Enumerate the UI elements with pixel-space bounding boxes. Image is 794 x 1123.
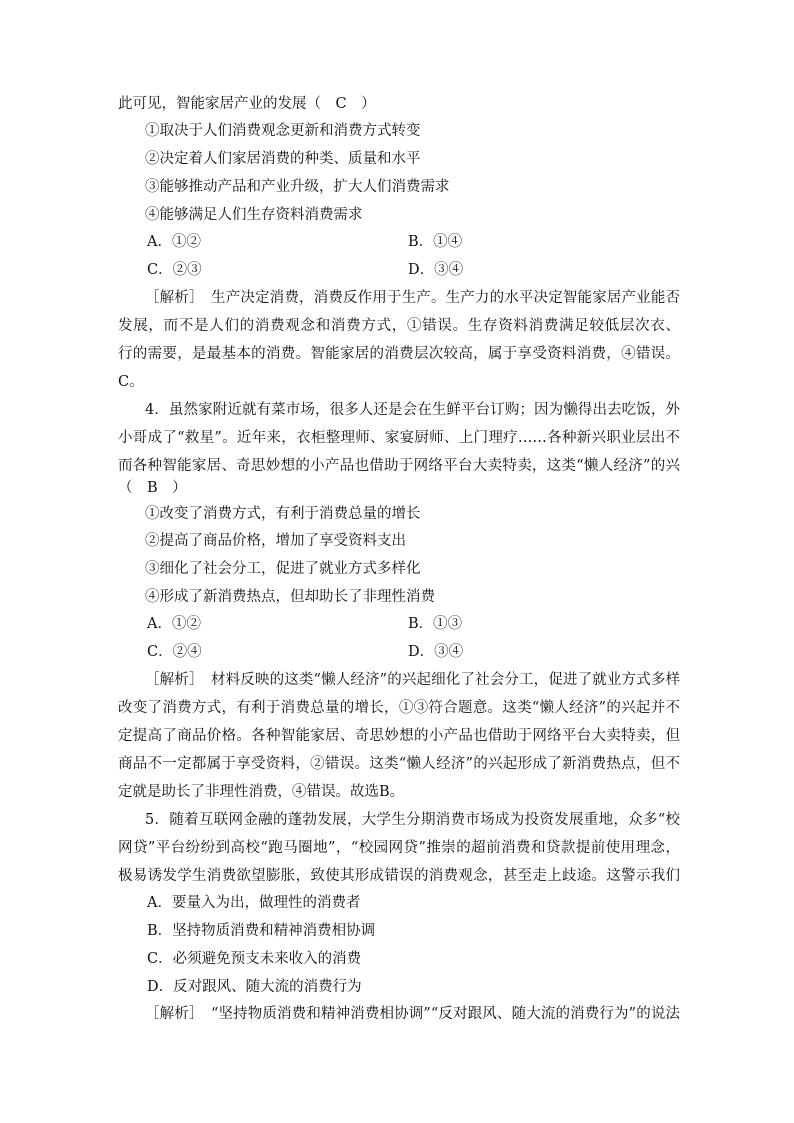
q5-option-a: A．要量入为出，做理性的消费者 xyxy=(147,895,361,911)
q3-item-1: ①取决于人们消费观念更新和消费方式转变 xyxy=(145,123,421,139)
q4-option-c: C．②④ xyxy=(147,644,202,660)
q3-analysis-line-2 xyxy=(118,316,680,336)
q5-analysis-line-1 xyxy=(145,1004,680,1024)
q3-analysis-line-1 xyxy=(145,288,680,308)
q4-analysis-line-4 xyxy=(118,754,680,774)
q4-analysis-text-3: 定提高了商品价格。各种智能家居、奇思妙想的小产品也借助于网络平台大卖特卖，但 xyxy=(118,728,680,744)
q3-stem-tail: 此可见，智能家居产业的发展（ C ） xyxy=(118,96,376,112)
q4-item-4: ④形成了新消费热点，但却助长了非理性消费 xyxy=(145,589,435,605)
q3-analysis-line-4: C。 xyxy=(118,374,144,390)
q4-analysis-line-1 xyxy=(145,670,680,690)
q3-item-3: ③能够推动产品和产业升级，扩大人们消费需求 xyxy=(145,179,450,195)
q4-item-3: ③细化了社会分工，促进了就业方式多样化 xyxy=(145,561,421,577)
q3-analysis-line-3 xyxy=(118,344,680,364)
q5-stem-line-1 xyxy=(145,810,680,830)
q5-analysis-text-1: ［解析］ “坚持物质消费和精神消费相协调”“反对跟风、随大流的消费行为”的说法 xyxy=(145,1006,680,1022)
q4-stem-text-2: 小哥成了“救星”。近年来，衣柜整理师、家宴厨师、上门理疗……各种新兴职业层出不 xyxy=(118,430,680,446)
q3-option-b: B．①④ xyxy=(408,234,463,250)
q4-analysis-line-5: 定就是助长了非理性消费，④错误。故选B。 xyxy=(118,784,405,800)
q3-analysis-text-1: ［解析］ 生产决定消费，消费反作用于生产。生产力的水平决定智能家居产业能否 xyxy=(145,290,680,306)
q4-stem-line-1 xyxy=(145,400,680,420)
q4-analysis-text-4: 商品不一定都属于享受资料，②错误。这类“懒人经济”的兴起形成了新消费热点，但不 xyxy=(118,756,680,772)
q4-item-1: ①改变了消费方式，有利于消费总量的增长 xyxy=(145,506,421,522)
q4-option-b: B．①③ xyxy=(408,616,463,632)
q4-analysis-line-2 xyxy=(118,698,680,718)
q5-option-b: B．坚持物质消费和精神消费相协调 xyxy=(147,923,376,939)
q3-item-2: ②决定着人们家居消费的种类、质量和水平 xyxy=(145,151,421,167)
q5-stem-text-1: 5．随着互联网金融的蓬勃发展，大学生分期消费市场成为投资发展重地，众多“校 xyxy=(145,812,680,828)
q3-option-a: A．①② xyxy=(147,234,201,250)
q4-analysis-line-3 xyxy=(118,726,680,746)
q4-stem-line-3 xyxy=(118,456,680,476)
q5-option-c: C．必须避免预支未来收入的消费 xyxy=(147,951,362,967)
q4-stem-text-3: 而各种智能家居、奇思妙想的小产品也借助于网络平台大卖特卖，这类“懒人经济”的兴 xyxy=(118,458,680,474)
q3-item-4: ④能够满足人们生存资料消费需求 xyxy=(145,207,363,223)
q5-option-d: D．反对跟风、随大流的消费行为 xyxy=(147,979,362,995)
q3-option-c: C．②③ xyxy=(147,262,202,278)
q4-option-a: A．①② xyxy=(147,616,201,632)
q3-analysis-text-2: 发展，而不是人们的消费观念和消费方式，①错误。生存资料消费满足较低层次衣、 xyxy=(118,318,680,334)
q4-item-2: ②提高了商品价格，增加了享受资料支出 xyxy=(145,533,406,549)
q4-stem-text-1: 4．虽然家附近就有菜市场，很多人还是会在生鲜平台订购；因为懒得出去吃饭，外 xyxy=(145,402,680,418)
q3-analysis-text-3: 行的需要，是最基本的消费。智能家居的消费层次较高，属于享受资料消费，④错误。 xyxy=(118,346,680,362)
q5-stem-line-2 xyxy=(118,838,680,858)
q3-option-d: D．③④ xyxy=(408,262,464,278)
q4-answer-bracket: （ B ） xyxy=(118,480,187,496)
q5-stem-text-3: 极易诱发学生消费欲望膨胀，致使其形成错误的消费观念，甚至走上歧途。这警示我们 xyxy=(118,868,680,884)
q4-option-d: D．③④ xyxy=(408,644,464,660)
q4-analysis-text-1: ［解析］ 材料反映的这类“懒人经济”的兴起细化了社会分工，促进了就业方式多样 xyxy=(145,672,680,688)
q5-stem-line-3 xyxy=(118,866,680,886)
q5-stem-text-2: 网贷”平台纷纷到高校“跑马圈地”，“校园网贷”推崇的超前消费和贷款提前使用理念， xyxy=(118,840,680,856)
q4-analysis-text-2: 改变了消费方式，有利于消费总量的增长，①③符合题意。这类“懒人经济”的兴起并不 xyxy=(118,700,680,716)
q4-stem-line-2 xyxy=(118,428,680,448)
